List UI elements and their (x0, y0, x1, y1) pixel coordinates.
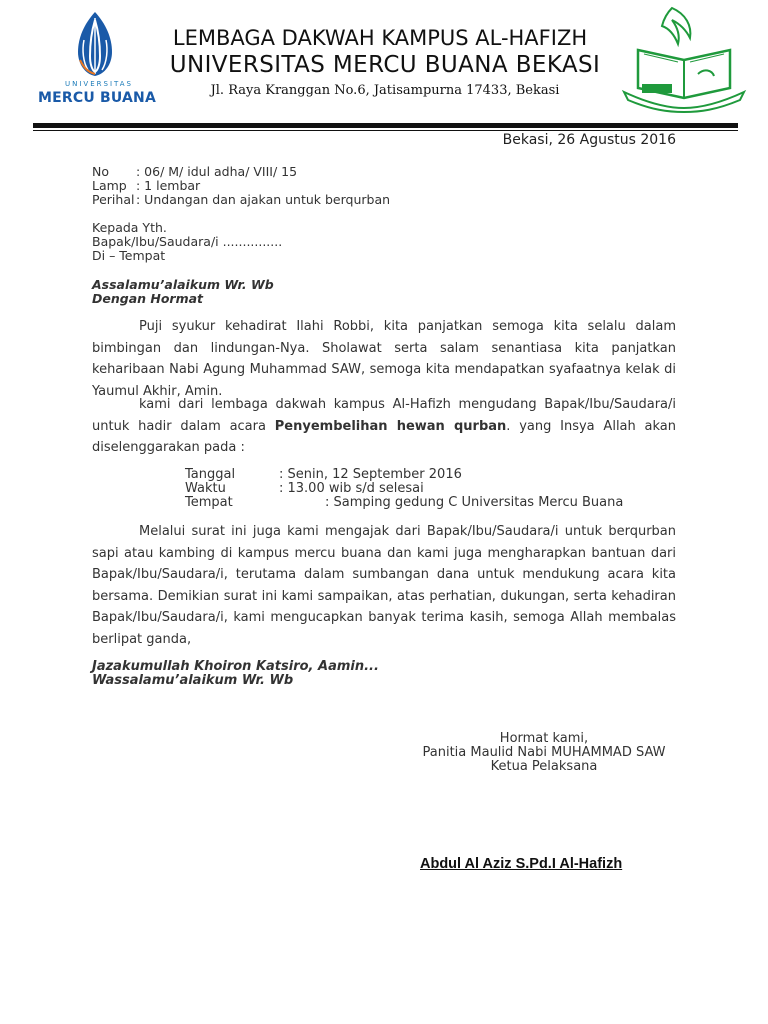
letter-subject (92, 193, 390, 207)
waktu-value: : 13.00 wib s/d selesai (279, 481, 424, 496)
perihal-value: : Undangan dan ajakan untuk berqurban (136, 192, 391, 207)
greeting-hormat: Dengan Hormat (92, 291, 204, 306)
mercu-buana-flame-icon (70, 10, 120, 78)
closing-salam: Wassalamu’alaikum Wr. Wb (92, 673, 294, 688)
body-paragraph-1 (92, 316, 676, 402)
tempat-label: Tempat (185, 495, 233, 510)
signature-greeting: Hormat kami, (499, 731, 589, 746)
university-name: UNIVERSITAS MERCU BUANA BEKASI (169, 52, 601, 78)
signature-committee: Panitia Maulid Nabi MUHAMMAD SAW (422, 745, 666, 760)
signature-role: Ketua Pelaksana (490, 759, 598, 774)
logo-university-name: MERCU BUANA (38, 90, 156, 106)
recipient-line-1: Kepada Yth. (92, 220, 167, 235)
recipient-line-2: Bapak/Ibu/Saudara/i ............... (92, 234, 283, 249)
waktu-label: Waktu (185, 481, 226, 496)
body-paragraph-2-end: . yang Insya Allah akan diselenggarakan pada : (92, 418, 677, 455)
body-paragraph-1-text: Puji syukur kehadirat Ilahi Robbi, kita panjatkan semoga kita selalu dalam bimbingan dan lindungan-Nya. Sholawat serta salam senantiasa kita panjatkan keharibaan Nabi Agung Muhammad SAW, semoga kita mendapatkan syafaatnya kelak di Yaumul Akhir, Amin. (92, 319, 676, 399)
tanggal-label: Tanggal (185, 467, 236, 482)
body-paragraph-2-start: kami dari lembaga dakwah kampus Al-Hafizh mengudang Bapak/Ibu/Saudara/i untuk hadir dalam acara (92, 397, 676, 434)
recipient-line-3: Di – Tempat (92, 248, 166, 263)
tanggal-value: : Senin, 12 September 2016 (279, 467, 462, 482)
letter-attachment (92, 179, 200, 193)
body-paragraph-3 (92, 521, 676, 650)
institution-address: Jl. Raya Kranggan No.6, Jatisampurna 17433, Bekasi (210, 83, 560, 98)
greeting-salam: Assalamu’alaikum Wr. Wb (92, 277, 274, 292)
lamp-value: : 1 lembar (136, 178, 201, 193)
ldk-al-hafizh-logo (620, 4, 748, 114)
body-paragraph-2 (92, 394, 676, 459)
letter-date: Bekasi, 26 Agustus 2016 (502, 132, 676, 148)
body-paragraph-3-text: Melalui surat ini juga kami mengajak dari Bapak/Ibu/Saudara/i untuk berqurban sapi atau kambing di kampus mercu buana dan kami juga mengharapkan bantuan dari Bapak/Ibu/Saudara/i, terutama dalam sumbangan dana untuk mendukung acara kita bersama. Demikian surat ini kami sampaikan, atas perhatian, dukungan, serta kehadiran Bapak/Ibu/Saudara/i, kami mengucapkan banyak terima kasih, semoga Allah membalas berlipat ganda, (92, 524, 676, 647)
event-name: Penyembelihan hewan qurban (274, 418, 507, 434)
perihal-label: Perihal (92, 192, 135, 207)
header-rule-thick (33, 123, 738, 128)
logo-university-label: UNIVERSITAS (65, 80, 133, 88)
institution-name: LEMBAGA DAKWAH KAMPUS AL-HAFIZH (172, 26, 588, 50)
closing-doa: Jazakumullah Khoiron Katsiro, Aamin... (92, 659, 379, 674)
signer-name: Abdul Al Aziz S.Pd.I Al-Hafizh (420, 856, 623, 872)
ldk-book-emblem-icon (620, 4, 748, 114)
event-place-row (185, 496, 623, 511)
no-value: : 06/ M/ idul adha/ VIII/ 15 (136, 164, 298, 179)
no-label: No (92, 164, 109, 179)
letter-number (92, 165, 297, 179)
header-rule-thin (33, 130, 738, 131)
tempat-value: : Samping gedung C Universitas Mercu Buana (325, 495, 624, 510)
lamp-label: Lamp (92, 178, 127, 193)
